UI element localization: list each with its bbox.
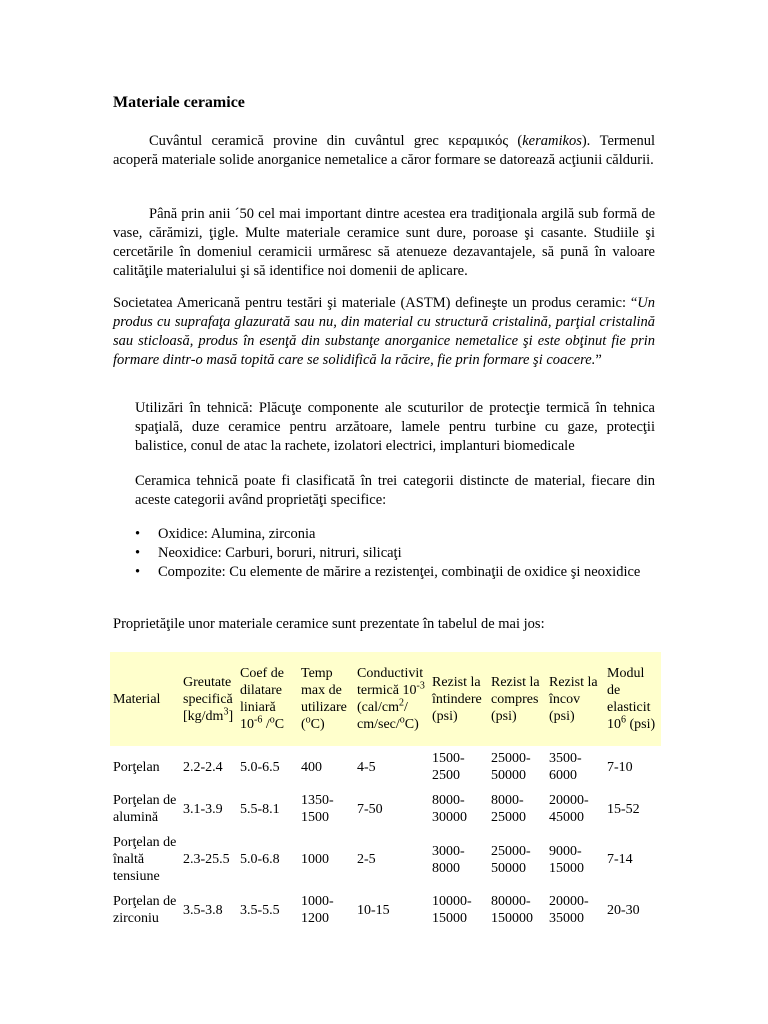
- header-coef: Coef de dilatare liniară $10^{-6}$ /$^o$C: [237, 652, 298, 746]
- cell-greutate: 2.2-2.4: [183, 759, 223, 775]
- table-header-row: [110, 652, 661, 746]
- cell-compres: 80000-150000: [491, 894, 533, 926]
- cell-temp: 400: [301, 759, 322, 775]
- cell-intindere: 10000-15000: [432, 894, 472, 926]
- cell-greutate: 3.5-3.8: [183, 902, 223, 918]
- header-conductivitate: Conductivit termică $10^{-3}$ ($cal/cm^2/$ cm/sec/$^o$C): [354, 652, 429, 746]
- greek-word: κεραμικός: [448, 133, 509, 149]
- cell-temp: 1350-1500: [301, 793, 334, 825]
- cell-greutate: 2.3-25.5: [183, 852, 230, 867]
- header-modul: Modul de elasticit $10^6$ (psi): [604, 652, 661, 746]
- paragraph-astm: Societatea Americană pentru testări şi materiale (ASTM) defineşte un produs ceramic: “Un produs cu suprafaţa glazurată sau nu, din material cu structură cristalină, parţial cristalină sau sticloasă, produs în esenţă din substanţe anorganice nemetalice şi este obţinut fie prin formare dintr-o masă topită care se solidifică la răcire, fie prin formare şi coacere.”: [113, 295, 655, 368]
- cell-compres: 25000-50000: [491, 751, 531, 783]
- cell-material: Porţelan de alumină: [113, 793, 177, 825]
- header-compres: Rezist la compres (psi): [488, 652, 546, 746]
- table-row: [110, 788, 661, 830]
- page-title: Materiale ceramice: [113, 94, 245, 111]
- paragraph-classification: Ceramica tehnică poate fi clasificată în trei categorii distincte de material, fiecare din aceste categorii având proprietăţi specifice:: [135, 473, 655, 508]
- header-material: Material: [110, 652, 180, 746]
- cell-temp: 1000: [301, 852, 329, 867]
- cell-coef: 3.5-5.5: [240, 902, 280, 918]
- cell-incov: 3500-6000: [549, 751, 582, 783]
- cell-temp: 1000-1200: [301, 894, 334, 926]
- astm-quote: Un produs cu suprafaţa glazurată sau nu, din material cu structură cristalină, parţial cristalină sau sticloasă, produs în esenţă din substanţe anorganice nemetalice şi este obţinut fie prin formare dintr-o masă topită care se solidifică la răcire, fie prin formare şi coacere.: [113, 295, 655, 368]
- table-row: [110, 746, 661, 788]
- cell-intindere: 1500-2500: [432, 751, 465, 783]
- cell-greutate: 3.1-3.9: [183, 801, 223, 817]
- paragraph-table-intro: Proprietăţile unor materiale ceramice sunt prezentate în tabelul de mai jos:: [113, 616, 545, 632]
- cell-conductivitate: 2-5: [357, 852, 376, 867]
- cell-incov: 9000-15000: [549, 843, 584, 876]
- bullet-icon: •: [135, 545, 141, 561]
- bullet-icon: •: [135, 564, 141, 580]
- cell-conductivitate: 7-50: [357, 801, 383, 817]
- list-item: • Oxidice: Alumina, zirconia: [135, 526, 316, 542]
- cell-modul: 7-10: [607, 759, 633, 775]
- cell-coef: 5.0-6.5: [240, 759, 280, 775]
- paragraph-intro: Cuvântul ceramică provine din cuvântul grec κεραμικός (keramikos). Termenul acoperă materiale solide anorganice nemetalice a căror formare se datorează acţiunii căldurii.: [113, 133, 655, 168]
- list-item: • Compozite: Cu elemente de mărire a rezistenţei, combinaţii de oxidice şi neoxidice: [135, 564, 641, 580]
- cell-modul: 15-52: [607, 801, 640, 817]
- cell-conductivitate: 10-15: [357, 902, 390, 918]
- cell-compres: 25000-50000: [491, 843, 531, 876]
- cell-modul: 7-14: [607, 852, 633, 867]
- header-temp: Temp max de utilizare ($^o$C): [298, 652, 354, 746]
- cell-intindere: 8000-30000: [432, 793, 467, 825]
- paragraph-history: Până prin anii ´50 cel mai important dintre acestea era tradiţionala argilă sub formă de vase, cărămizi, ţigle. Multe materiale ceramice sunt dure, poroase şi casante. Studiile şi cercetările în domeniul ceramicii urmăresc să atenueze dezavantajele, să pună în valoare calităţile materialului şi să identifice noi domenii de aplicare.: [113, 206, 655, 279]
- paragraph-uses: Utilizări în tehnică: Plăcuţe componente ale scuturilor de protecţie termică în tehnica spaţială, duze ceramice pentru arzătoare, lamele pentru turbine cu gaze, protecţii balistice, conul de atac la rachete, izolatori electrici, implanturi biomedicale: [135, 400, 655, 454]
- list-item: • Neoxidice: Carburi, boruri, nitruri, silicaţi: [135, 545, 402, 561]
- cell-modul: 20-30: [607, 902, 640, 918]
- italic-word: keramikos: [522, 133, 582, 149]
- cell-material: Porţelan de înaltă tensiune: [113, 835, 177, 884]
- header-incov: Rezist la încov (psi): [546, 652, 604, 746]
- cell-material: Porţelan de zirconiu: [113, 894, 177, 926]
- cell-conductivitate: 4-5: [357, 759, 376, 775]
- bullet-icon: •: [135, 526, 141, 542]
- cell-compres: 8000-25000: [491, 793, 526, 825]
- table-row: [110, 889, 661, 931]
- table-row: [110, 830, 661, 889]
- cell-coef: 5.5-8.1: [240, 801, 280, 817]
- properties-table: [110, 652, 661, 931]
- header-intindere: Rezist la întindere (psi): [429, 652, 488, 746]
- cell-incov: 20000-45000: [549, 793, 589, 825]
- cell-coef: 5.0-6.8: [240, 852, 280, 867]
- cell-material: Porţelan: [113, 759, 160, 775]
- category-list: [135, 525, 655, 582]
- cell-incov: 20000-35000: [549, 894, 589, 926]
- cell-intindere: 3000-8000: [432, 843, 465, 876]
- header-greutate: Greutate specifică $[kg/dm^3]$: [180, 652, 237, 746]
